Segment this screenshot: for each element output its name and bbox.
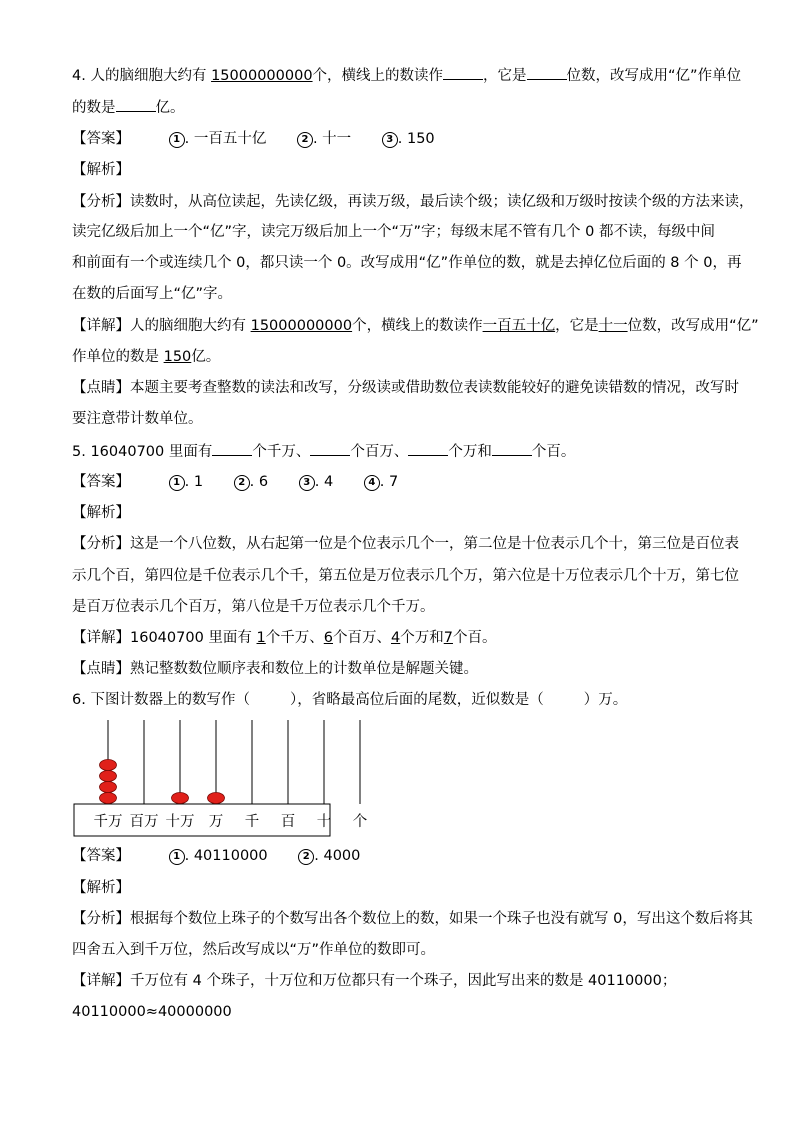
- abacus-place-label: 千万: [93, 814, 123, 830]
- q6-analysis-tag: 【解析】: [72, 880, 130, 896]
- circled-number-icon: 3: [382, 132, 398, 148]
- circled-number-icon: 1: [169, 475, 185, 491]
- q5-xiangjie: 【详解】16040700 里面有 1个千万、6个百万、4个万和7个百。: [72, 630, 497, 646]
- q4-blank-1[interactable]: [443, 65, 483, 80]
- q5-blank-1[interactable]: [212, 441, 252, 456]
- q5-fenxi-line: 示几个百，第四位是千位表示几个千，第五位是万位表示几个万，第六位是十万位表示几个十万，第七位: [72, 568, 739, 584]
- answer-tag: 【答案】: [72, 848, 130, 864]
- abacus-bead: [100, 793, 117, 804]
- q4-dianjing-line: 要注意带计数单位。: [72, 411, 203, 427]
- q5-fenxi-line: 是百万位表示几个百万，第八位是千万位表示几个千万。: [72, 599, 435, 615]
- q4-answer: 【答案】 1 . 一百五十亿 2 . 十一 3 . 150: [72, 131, 435, 147]
- abacus-place-label: 百: [280, 814, 296, 830]
- abacus-bead: [172, 793, 189, 804]
- q5-blank-2[interactable]: [310, 441, 350, 456]
- abacus-place-label: 个: [352, 814, 368, 830]
- q4-analysis-tag: 【解析】: [72, 162, 130, 178]
- q5-analysis-tag: 【解析】: [72, 505, 130, 521]
- abacus-diagram: [72, 716, 368, 840]
- abacus-bead: [100, 782, 117, 793]
- circled-number-icon: 3: [299, 475, 315, 491]
- circled-number-icon: 2: [297, 132, 313, 148]
- q6-answer: 【答案】 1 . 40110000 2 . 4000: [72, 848, 361, 864]
- circled-number-icon: 2: [298, 849, 314, 865]
- q6-stem: 6. 下图计数器上的数写作（ ），省略最高位后面的尾数，近似数是（ ）万。: [72, 692, 628, 708]
- q4-fenxi-line: 读完亿级后加上一个“亿”字，读完万级后加上一个“万”字；每级末尾不管有几个 0 都不读，每级中间: [72, 224, 715, 240]
- abacus-place-label: 千: [244, 814, 260, 830]
- q4-fenxi-line: 在数的后面写上“亿”字。: [72, 286, 233, 302]
- q4-dianjing-line: 【点睛】本题主要考查整数的读法和改写，分级读或借助数位表读数能较好的避免读错数的情况，改写时: [72, 380, 739, 396]
- abacus-place-label: 百万: [129, 814, 159, 830]
- q4-fenxi-line: 【分析】读数时，从高位读起，先读亿级，再读万级，最后读个级；读亿级和万级时按读个级的方法来读，: [72, 194, 754, 210]
- q5-fenxi-line: 【分析】这是一个八位数，从右起第一位是个位表示几个一，第二位是十位表示几个十，第三位是百位表: [72, 536, 739, 552]
- q5-answer: 【答案】 1 . 1 2 . 6 3 . 4 4 . 7: [72, 474, 399, 490]
- q4-xiangjie-line2: 作单位的数是 150亿。: [72, 349, 221, 365]
- q4-xiangjie-line1: 【详解】人的脑细胞大约有 15000000000个，横线上的数读作一百五十亿，它是十一位数，改写成用“亿”: [72, 318, 759, 334]
- abacus-bead: [100, 771, 117, 782]
- abacus-bead: [100, 760, 117, 771]
- q5-stem: 5. 16040700 里面有 个千万、 个百万、 个万和 个百。: [72, 441, 575, 462]
- q5-blank-4[interactable]: [492, 441, 532, 456]
- q6-approx: 40110000≈40000000: [72, 1004, 232, 1020]
- circled-number-icon: 1: [169, 132, 185, 148]
- q4-stem-line1: 4. 人的脑细胞大约有 15000000000个，横线上的数读作 ，它是 位数，改写成用“亿”作单位: [72, 65, 741, 86]
- answer-tag: 【答案】: [72, 474, 130, 490]
- circled-number-icon: 1: [169, 849, 185, 865]
- circled-number-icon: 4: [364, 475, 380, 491]
- q4-stem-line2: 的数是 亿。: [72, 97, 185, 118]
- q4-blank-2[interactable]: [527, 65, 567, 80]
- q5-dianjing: 【点睛】熟记整数数位顺序表和数位上的计数单位是解题关键。: [72, 661, 478, 677]
- abacus-place-label: 十万: [165, 814, 195, 830]
- q6-xiangjie: 【详解】千万位有 4 个珠子，十万位和万位都只有一个珠子，因此写出来的数是 40110000；: [72, 973, 677, 989]
- abacus-place-label: 十: [316, 814, 332, 830]
- answer-tag: 【答案】: [72, 131, 130, 147]
- q6-fenxi-line: 四舍五入到千万位，然后改写成以“万”作单位的数即可。: [72, 942, 436, 958]
- q4-blank-3[interactable]: [116, 97, 156, 112]
- abacus-bead: [208, 793, 225, 804]
- q4-fenxi-line: 和前面有一个或连续几个 0，都只读一个 0。改写成用“亿”作单位的数，就是去掉亿位后面的 8 个 0，再: [72, 255, 742, 271]
- circled-number-icon: 2: [234, 475, 250, 491]
- q5-blank-3[interactable]: [408, 441, 448, 456]
- q6-fenxi-line: 【分析】根据每个数位上珠子的个数写出各个数位上的数，如果一个珠子也没有就写 0，写出这个数后将其: [72, 911, 753, 927]
- abacus-place-label: 万: [208, 814, 224, 830]
